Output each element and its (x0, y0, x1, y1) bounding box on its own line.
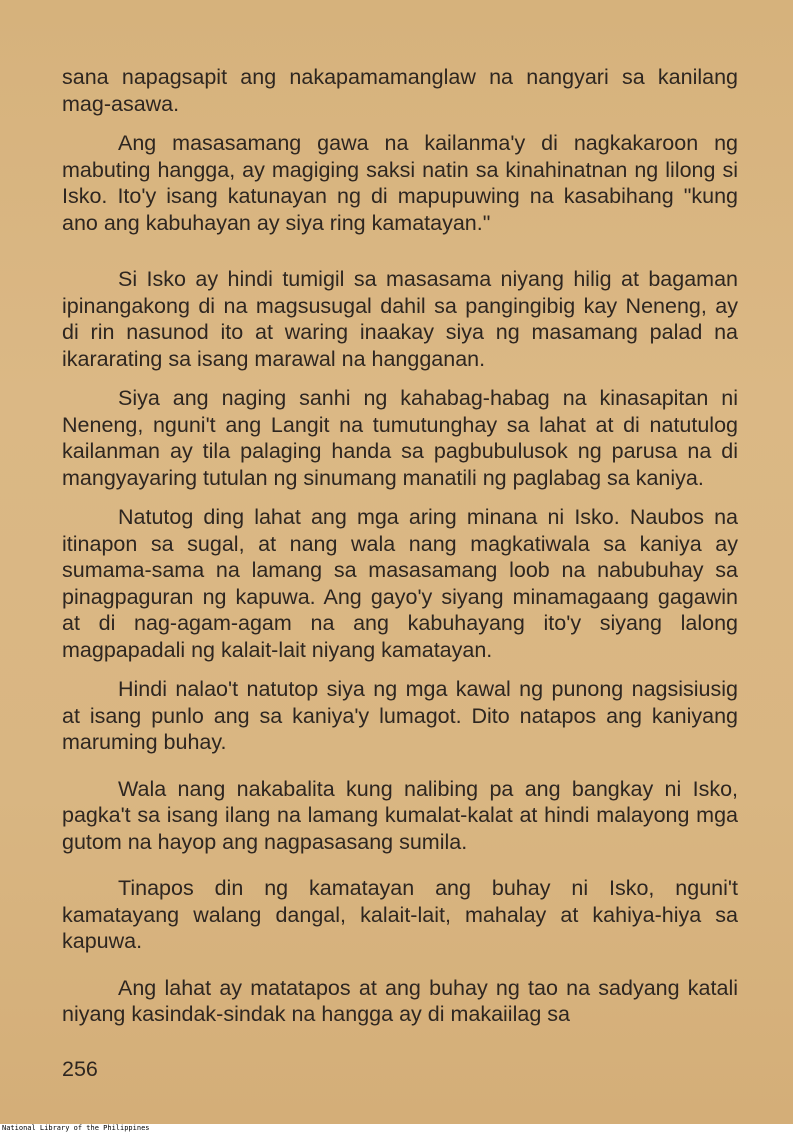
paragraph-4: Siya ang naging sanhi ng kahabag-habag na kinasapitan ni Neneng, nguni't ang Langit na tumutunghay sa lahat at di natutulog kailanman ay tila palaging handa sa pagbubulusok ng parusa na di mangyayaring tutulan ng sinumang manatili ng paglabag sa kaniya. (62, 386, 738, 490)
paragraph-6: Hindi nalao't natutop siya ng mga kawal ng punong nagsisiusig at isang punlo ang sa kaniya'y lumagot. Dito natapos ang kaniyang maruming buhay. (62, 677, 738, 754)
paragraph-7: Wala nang nakabalita kung nalibing pa ang bangkay ni Isko, pagka't sa isang ilang na lamang kumalat-kalat at hindi malayong mga gutom na hayop ang nagpasasang sumila. (62, 776, 738, 854)
paragraph-2: Ang masasamang gawa na kailanma'y di nagkakaroon ng mabuting hangga, ay magiging saksi natin sa kinahinatnan ng lilong si Isko. Ito'y isang katunayan ng di mapupuwing na kasabihang "kung ano ang kabuhayan ay siya ring kamatayan." (62, 131, 738, 235)
library-footer: National Library of the Philippines (2, 1124, 150, 1132)
paragraph-1: sana napagsapit ang nakapamamanglaw na nangyari sa kanilang mag-asawa. (62, 65, 738, 116)
body-text (62, 64, 738, 1028)
paragraph-5: Natutog ding lahat ang mga aring minana ni Isko. Naubos na itinapon sa sugal, at nang wala nang magkatiwala sa kaniya ay sumama-sama na lamang sa masasamang loob na nabubuhay sa pinagpaguran ng kapuwa. Ang gayo'y siyang minamagaang gagawin at di nag-agam-agam na ang kabuhayang ito'y siyang lalong magpapadali ng kalait-lait niyang kamatayan. (62, 505, 738, 662)
paragraph-3: Si Isko ay hindi tumigil sa masasama niyang hilig at bagaman ipinangakong di na magsusugal dahil sa pangingibig kay Neneng, ay di rin nasunod ito at waring inaakay siya ng masamang palad na ikararating sa isang marawal na hangganan. (62, 267, 738, 371)
page-number: 256 (62, 1057, 98, 1081)
paragraph-8: Tinapos din ng kamatayan ang buhay ni Isko, nguni't kamatayang walang dangal, kalait-lait, mahalay at kahiya-hiya sa kapuwa. (62, 876, 738, 953)
paragraph-9: Ang lahat ay matatapos at ang buhay ng tao na sadyang katali niyang kasindak-sindak na hangga ay di makaiilag sa (62, 975, 738, 1026)
